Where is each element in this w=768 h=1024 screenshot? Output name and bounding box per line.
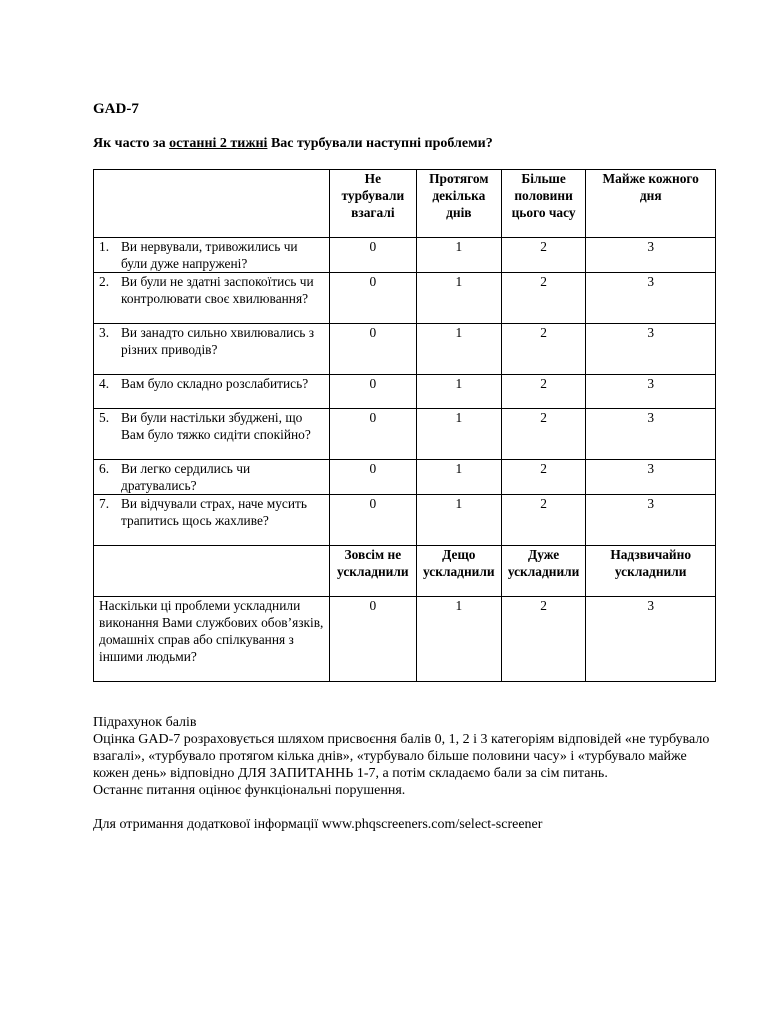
header-very-difficult: Дуже ускладнили — [501, 546, 586, 597]
question-number: 5. — [99, 410, 110, 425]
question-underlined-period: останні 2 тижні — [169, 136, 268, 151]
score-cell: 0 — [329, 324, 416, 375]
score-cell: 1 — [416, 409, 501, 460]
score-cell: 3 — [586, 324, 716, 375]
score-cell: 2 — [501, 238, 586, 273]
score-cell: 3 — [586, 460, 716, 495]
score-cell: 3 — [586, 495, 716, 546]
table-row — [94, 324, 716, 375]
header-somewhat-difficult: Дещо ускладнили — [416, 546, 501, 597]
question-text: Ви були не здатні заспокоїтись чи контролювати своє хвилювання? — [121, 274, 314, 306]
gad7-table — [93, 169, 716, 682]
question-cell — [94, 273, 330, 324]
question-text: Ви відчували страх, наче мусить трапитись щось жахливе? — [121, 496, 307, 528]
question-cell — [94, 375, 330, 409]
spacer — [93, 799, 713, 816]
table-row — [94, 409, 716, 460]
scoring-text: Оцінка GAD-7 розраховується шляхом присвоєння балів 0, 1, 2 і 3 категоріям відповідей «не турбувало взагалі», «турбувало протягом кілька днів», «турбувало більше половини часу» і «турбувало майже кожен день» відповідно ДЛЯ ЗАПИТАННЬ 1-7, а потім складаємо бали за сім питань. — [93, 732, 710, 781]
score-cell: 3 — [586, 409, 716, 460]
score-cell: 2 — [501, 273, 586, 324]
question-number: 6. — [99, 461, 110, 476]
question-number: 2. — [99, 274, 110, 289]
scoring-notes — [93, 714, 713, 833]
question-cell — [94, 460, 330, 495]
difficulty-header-empty-cell — [94, 546, 330, 597]
header-nearly-every-day: Майже кожного дня — [586, 170, 716, 238]
question-text: Ви нервували, тривожились чи були дуже напружені? — [121, 239, 298, 271]
question-cell — [94, 324, 330, 375]
question-number: 4. — [99, 376, 110, 391]
difficulty-header-row — [94, 546, 716, 597]
question-text: Ви занадто сильно хвилювались з різних приводів? — [121, 325, 315, 357]
table-row — [94, 238, 716, 273]
score-cell: 2 — [501, 495, 586, 546]
score-cell: 2 — [501, 597, 586, 682]
table-row — [94, 495, 716, 546]
difficulty-row — [94, 597, 716, 682]
score-cell: 1 — [416, 273, 501, 324]
score-cell: 3 — [586, 238, 716, 273]
score-cell: 2 — [501, 409, 586, 460]
question-heading — [93, 136, 493, 152]
score-cell: 1 — [416, 460, 501, 495]
document-title: GAD-7 — [93, 101, 139, 117]
question-prefix: Як часто за — [93, 136, 170, 151]
header-several-days: Протягом декілька днів — [416, 170, 501, 238]
difficulty-question-cell: Наскільки ці проблеми ускладнили виконання Вами службових обов’язків, домашніх справ або спілкування з іншими людьми? — [94, 597, 330, 682]
header-extremely-difficult: Надзвичайно ускладнили — [586, 546, 716, 597]
score-cell: 3 — [586, 273, 716, 324]
header-not-difficult: Зовсім не ускладнили — [329, 546, 416, 597]
score-cell: 1 — [416, 324, 501, 375]
header-empty-cell — [94, 170, 330, 238]
score-cell: 2 — [501, 460, 586, 495]
table-row — [94, 375, 716, 409]
question-text: Вам було складно розслабитись? — [121, 376, 309, 391]
question-cell — [94, 409, 330, 460]
question-number: 3. — [99, 325, 110, 340]
table-row — [94, 273, 716, 324]
score-cell: 0 — [329, 375, 416, 409]
score-cell: 0 — [329, 495, 416, 546]
question-cell — [94, 238, 330, 273]
table-row — [94, 460, 716, 495]
question-suffix: Вас турбували наступні проблеми? — [267, 136, 493, 151]
question-cell — [94, 495, 330, 546]
question-text: Ви легко сердились чи дратувались? — [121, 461, 251, 493]
score-cell: 3 — [586, 375, 716, 409]
question-number: 7. — [99, 496, 110, 511]
score-cell: 0 — [329, 460, 416, 495]
score-cell: 0 — [329, 273, 416, 324]
last-question-note: Останнє питання оцінює функціональні порушення. — [93, 783, 406, 798]
score-cell: 1 — [416, 375, 501, 409]
score-cell: 2 — [501, 375, 586, 409]
score-cell: 0 — [329, 409, 416, 460]
question-number: 1. — [99, 239, 110, 254]
header-not-at-all: Не турбували взагалі — [329, 170, 416, 238]
score-cell: 0 — [329, 238, 416, 273]
header-row — [94, 170, 716, 238]
scoring-title: Підрахунок балів — [93, 715, 197, 730]
score-cell: 3 — [586, 597, 716, 682]
score-cell: 1 — [416, 597, 501, 682]
header-more-than-half: Більше половини цього часу — [501, 170, 586, 238]
question-text: Ви були настільки збуджені, що Вам було тяжко сидіти спокійно? — [121, 410, 311, 442]
score-cell: 1 — [416, 495, 501, 546]
more-info-link: Для отримання додаткової інформації www.phqscreeners.com/select-screener — [93, 817, 543, 832]
score-cell: 1 — [416, 238, 501, 273]
score-cell: 2 — [501, 324, 586, 375]
score-cell: 0 — [329, 597, 416, 682]
